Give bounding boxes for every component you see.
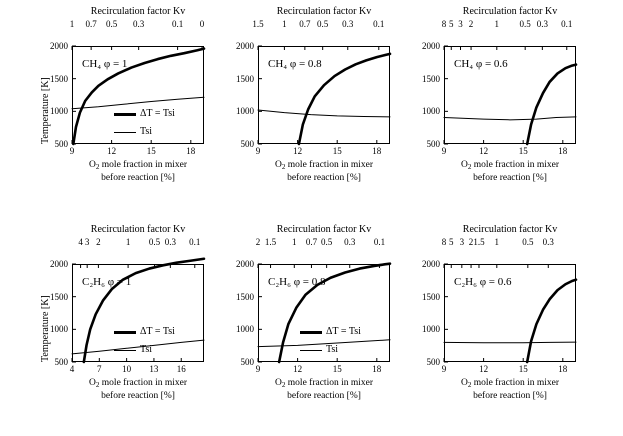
- y-tick-label: 1500: [50, 291, 68, 302]
- y-tick-label: 500: [426, 139, 440, 149]
- x-axis-title-line1: $O_2$ mole fraction in mixer: [88, 160, 188, 171]
- legend-swatch-delta-t: [114, 331, 136, 334]
- x-axis-title-line2: before reaction [%]: [473, 390, 547, 401]
- legend-label-delta-t: ΔT = Tsi: [140, 326, 175, 337]
- y-tick-label: 1500: [50, 73, 68, 84]
- top-tick-label: 8: [441, 237, 447, 247]
- top-tick-label: 1.5: [264, 237, 277, 247]
- series-tsi: [72, 97, 204, 108]
- x-tick-label: 12: [479, 146, 489, 156]
- legend-swatch-tsi: [114, 132, 136, 133]
- panel-annotation: CH₄ φ = 0.8: [268, 58, 322, 70]
- x-axis-title-line2: before reaction [%]: [101, 172, 175, 183]
- x-tick-label: 18: [372, 364, 382, 374]
- panel-annotation: C₂H₆ φ = 0.6: [454, 276, 512, 288]
- top-tick-label: 0.3: [342, 19, 354, 29]
- top-tick-label: 1: [69, 19, 75, 29]
- y-tick-label: 500: [54, 357, 68, 367]
- series-delta-t: [527, 280, 576, 362]
- x-tick-label: 15: [332, 364, 342, 374]
- top-tick-label: 0.5: [105, 19, 118, 29]
- legend-swatch-tsi: [114, 350, 136, 351]
- y-tick-label: 2000: [422, 41, 440, 51]
- top-tick-label: 0.7: [305, 237, 318, 247]
- y-tick-label: 500: [240, 357, 254, 367]
- top-tick-label: 0: [199, 19, 205, 29]
- x-axis-title-line1: $O_2$ mole fraction in mixer: [460, 378, 560, 389]
- top-tick-label: 5: [449, 19, 454, 29]
- top-tick-label: 4: [78, 237, 83, 247]
- legend-swatch-tsi: [300, 350, 322, 351]
- top-tick-label: 0.1: [373, 237, 386, 247]
- x-tick-label: 13: [149, 364, 159, 374]
- x-axis-title-line1: $O_2$ mole fraction in mixer: [274, 160, 374, 171]
- top-tick-label: 0.5: [519, 19, 531, 29]
- x-axis-title-line2: before reaction [%]: [101, 390, 175, 401]
- x-tick-label: 12: [107, 146, 117, 156]
- top-tick-label: 0.3: [542, 237, 554, 247]
- series-tsi: [72, 340, 204, 354]
- top-tick-label: 0.1: [561, 19, 573, 29]
- y-tick-label: 2000: [50, 259, 68, 269]
- top-tick-label: 0.3: [536, 19, 548, 29]
- x-tick-label: 18: [372, 146, 382, 156]
- top-axis-title: Recirculation factor Kv: [90, 6, 186, 17]
- top-tick-label: 1.5: [252, 19, 264, 29]
- chart-panel-panel-c2h6-phi08: [228, 224, 394, 414]
- top-tick-label: 0.7: [85, 19, 97, 29]
- chart-panel-panel-ch4-phi08: [228, 6, 394, 196]
- x-tick-label: 12: [479, 364, 489, 374]
- chart-panel-panel-ch4-phi1: [42, 6, 208, 196]
- panel-annotation: CH₄ φ = 0.6: [454, 58, 508, 70]
- y-tick-label: 2000: [236, 41, 254, 51]
- legend-swatch-delta-t: [300, 331, 322, 334]
- y-tick-label: 1000: [50, 324, 68, 335]
- panel-annotation: C₂H₆ φ = 0.8: [268, 276, 326, 288]
- plot-curves: [228, 6, 394, 196]
- legend-label-delta-t: ΔT = Tsi: [140, 108, 175, 119]
- x-tick-label: 15: [518, 146, 528, 156]
- y-tick-label: 1000: [422, 106, 440, 117]
- top-tick-label: 1: [282, 19, 287, 29]
- top-tick-label: 2: [468, 237, 474, 247]
- plot-curves: [414, 6, 580, 196]
- x-axis-title-line2: before reaction [%]: [287, 390, 361, 401]
- y-tick-label: 1000: [50, 106, 68, 117]
- y-tick-label: 1000: [236, 324, 254, 335]
- series-tsi: [258, 110, 390, 117]
- x-tick-label: 18: [186, 146, 196, 156]
- top-tick-label: 1: [292, 237, 297, 247]
- y-tick-label: 500: [54, 139, 68, 149]
- plot-curves: [414, 224, 580, 414]
- x-tick-label: 12: [293, 146, 303, 156]
- legend-label-tsi: Tsi: [326, 344, 339, 355]
- top-tick-label: 0.7: [299, 19, 311, 29]
- y-tick-label: 1000: [422, 324, 440, 335]
- x-tick-label: 9: [69, 146, 75, 156]
- y-tick-label: 1000: [236, 106, 254, 117]
- top-tick-label: 0.1: [171, 19, 184, 29]
- legend-label-tsi: Tsi: [140, 126, 153, 137]
- x-tick-label: 16: [176, 364, 186, 374]
- y-tick-label: 2000: [50, 41, 68, 51]
- top-tick-label: 0.5: [522, 237, 534, 247]
- x-tick-label: 18: [558, 146, 568, 156]
- x-tick-label: 9: [255, 146, 261, 156]
- x-axis-title-line1: $O_2$ mole fraction in mixer: [88, 378, 188, 389]
- x-tick-label: 9: [441, 364, 447, 374]
- x-tick-label: 15: [518, 364, 528, 374]
- panel-annotation: C₂H₆ φ = 1: [82, 276, 132, 288]
- top-tick-label: 0.5: [148, 237, 161, 247]
- x-tick-label: 7: [97, 364, 102, 374]
- top-tick-label: 0.5: [321, 237, 333, 247]
- top-axis-title: Recirculation factor Kv: [276, 224, 372, 235]
- y-tick-label: 1500: [236, 73, 254, 84]
- top-axis-title: Recirculation factor Kv: [462, 6, 558, 17]
- top-tick-label: 8: [441, 19, 447, 29]
- x-axis-title-line2: before reaction [%]: [287, 172, 361, 183]
- chart-panel-panel-ch4-phi06: [414, 6, 580, 196]
- top-tick-label: 0.3: [164, 237, 176, 247]
- top-tick-label: 0.3: [133, 19, 145, 29]
- x-tick-label: 9: [441, 146, 447, 156]
- top-tick-label: 2: [468, 19, 474, 29]
- x-axis-title-line1: $O_2$ mole fraction in mixer: [274, 378, 374, 389]
- y-tick-label: 1500: [422, 291, 440, 302]
- top-tick-label: 1: [494, 237, 500, 247]
- y-tick-label: 2000: [236, 259, 254, 269]
- x-tick-label: 9: [255, 364, 261, 374]
- y-tick-label: 1500: [236, 291, 254, 302]
- x-tick-label: 10: [122, 364, 132, 374]
- top-tick-label: 0.1: [373, 19, 385, 29]
- y-axis-title: Temperature [K]: [40, 77, 51, 144]
- plot-curves: [42, 224, 208, 414]
- chart-panel-panel-c2h6-phi1: [42, 224, 208, 414]
- top-tick-label: 1.5: [473, 237, 485, 247]
- top-tick-label: 3: [458, 19, 463, 29]
- top-tick-label: 2: [255, 237, 261, 247]
- series-tsi: [444, 117, 576, 120]
- y-tick-label: 500: [426, 357, 440, 367]
- top-tick-label: 0.3: [344, 237, 356, 247]
- legend-label-tsi: Tsi: [140, 344, 153, 355]
- top-tick-label: 3: [84, 237, 90, 247]
- legend-label-delta-t: ΔT = Tsi: [326, 326, 361, 337]
- top-axis-title: Recirculation factor Kv: [276, 6, 372, 17]
- x-tick-label: 18: [558, 364, 568, 374]
- top-tick-label: 5: [449, 237, 454, 247]
- top-tick-label: 0.5: [317, 19, 329, 29]
- plot-curves: [228, 224, 394, 414]
- top-axis-title: Recirculation factor Kv: [462, 224, 558, 235]
- x-tick-label: 15: [332, 146, 342, 156]
- top-tick-label: 1: [494, 19, 500, 29]
- top-tick-label: 3: [459, 237, 465, 247]
- y-tick-label: 1500: [422, 73, 440, 84]
- top-axis-title: Recirculation factor Kv: [90, 224, 186, 235]
- x-axis-title-line1: $O_2$ mole fraction in mixer: [460, 160, 560, 171]
- x-axis-title-line2: before reaction [%]: [473, 172, 547, 183]
- panel-annotation: CH₄ φ = 1: [82, 58, 128, 70]
- series-tsi: [258, 340, 390, 347]
- series-delta-t: [527, 65, 576, 144]
- top-tick-label: 0.1: [189, 237, 201, 247]
- top-tick-label: 2: [96, 237, 101, 247]
- top-tick-label: 1: [125, 237, 131, 247]
- y-tick-label: 500: [240, 139, 254, 149]
- plot-curves: [42, 6, 208, 196]
- y-axis-title: Temperature [K]: [40, 295, 51, 362]
- y-tick-label: 2000: [422, 259, 440, 269]
- x-tick-label: 15: [146, 146, 156, 156]
- x-tick-label: 4: [69, 364, 75, 374]
- series-tsi: [444, 342, 576, 343]
- legend-swatch-delta-t: [114, 113, 136, 116]
- chart-panel-panel-c2h6-phi06: [414, 224, 580, 414]
- x-tick-label: 12: [293, 364, 303, 374]
